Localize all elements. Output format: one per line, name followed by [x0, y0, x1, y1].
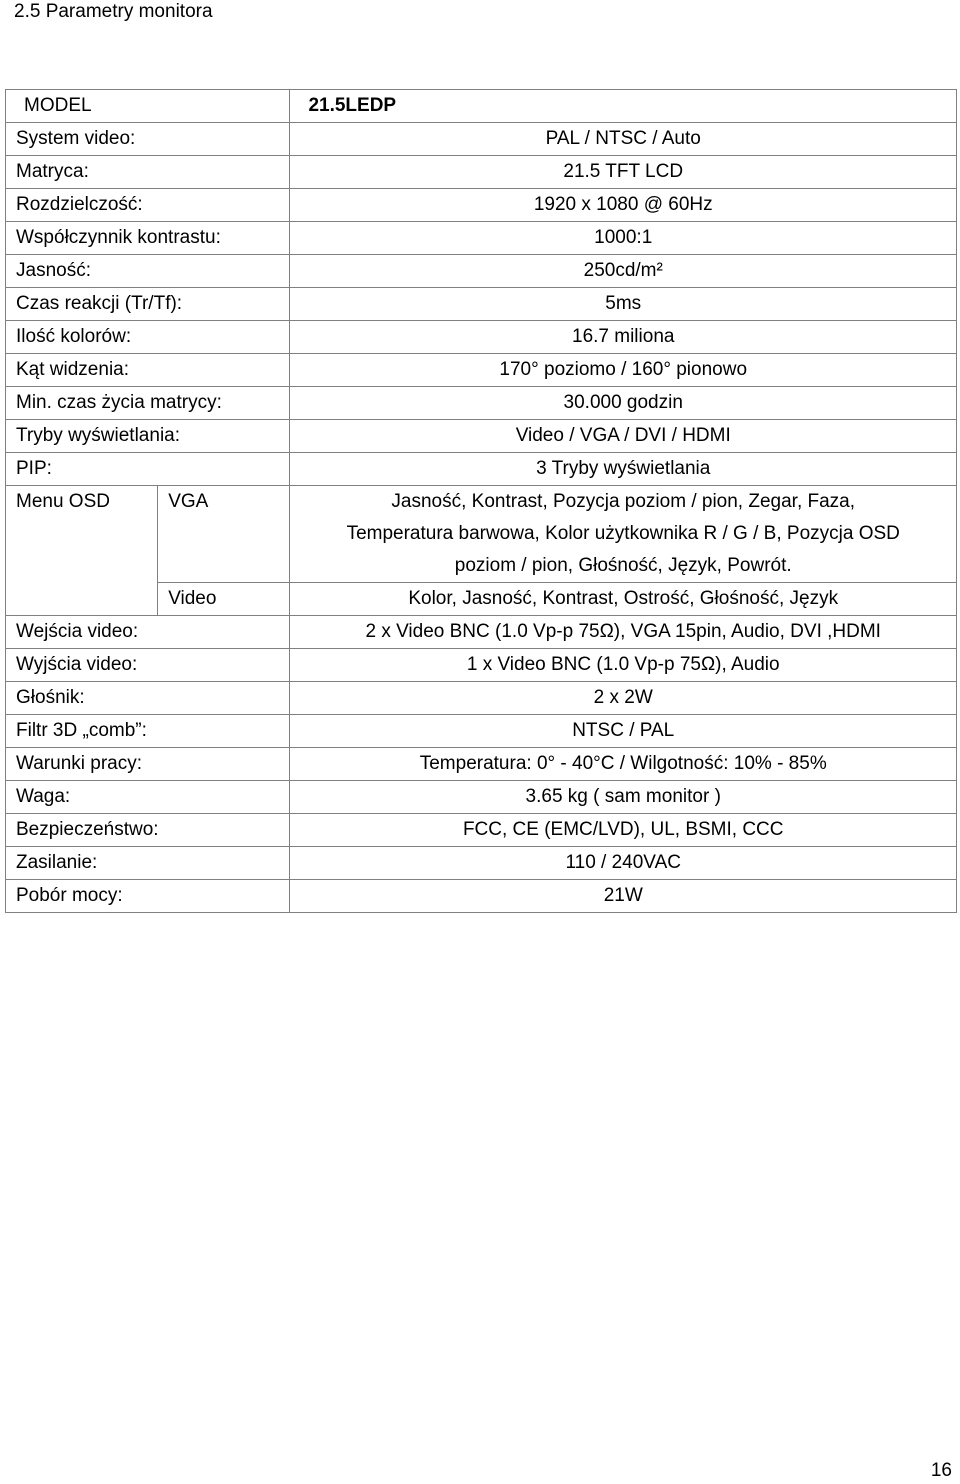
table-row: [6, 321, 957, 354]
osd-vga-line: poziom / pion, Głośność, Język, Powrót.: [454, 555, 792, 576]
table-row: [6, 649, 957, 682]
table-row: [6, 288, 957, 321]
spec-table: [5, 89, 957, 913]
spec-label: Waga:: [6, 781, 290, 814]
section-title: 2.5 Parametry monitora: [14, 1, 213, 22]
spec-value: 5ms: [290, 288, 957, 321]
spec-value: FCC, CE (EMC/LVD), UL, BSMI, CCC: [290, 814, 957, 847]
spec-label: Czas reakcji (Tr/Tf):: [6, 288, 290, 321]
table-row: [6, 453, 957, 486]
spec-label: Warunki pracy:: [6, 748, 290, 781]
table-row: [6, 847, 957, 880]
table-row: [6, 715, 957, 748]
spec-label: PIP:: [6, 453, 290, 486]
spec-value: 1920 x 1080 @ 60Hz: [290, 189, 957, 222]
model-value: 21.5LEDP: [290, 90, 957, 123]
spec-label: Pobór mocy:: [6, 880, 290, 913]
spec-value: 170° poziomo / 160° pionowo: [290, 354, 957, 387]
page-number: 16: [930, 1460, 952, 1481]
spec-label: Rozdzielczość:: [6, 189, 290, 222]
spec-label: Tryby wyświetlania:: [6, 420, 290, 453]
spec-label: Bezpieczeństwo:: [6, 814, 290, 847]
spec-value: 16.7 miliona: [290, 321, 957, 354]
spec-value: PAL / NTSC / Auto: [290, 123, 957, 156]
osd-vga-line: Jasność, Kontrast, Pozycja poziom / pion, Zegar, Faza,: [391, 491, 856, 512]
table-row: [6, 189, 957, 222]
model-label: MODEL: [6, 90, 290, 123]
spec-label: Min. czas życia matrycy:: [6, 387, 290, 420]
table-row: [6, 748, 957, 781]
table-row: [6, 123, 957, 156]
osd-video-value: Kolor, Jasność, Kontrast, Ostrość, Głośność, Język: [290, 583, 957, 616]
spec-value: NTSC / PAL: [290, 715, 957, 748]
table-row: [6, 880, 957, 913]
spec-value: Video / VGA / DVI / HDMI: [290, 420, 957, 453]
spec-value: 1000:1: [290, 222, 957, 255]
spec-value: 3 Tryby wyświetlania: [290, 453, 957, 486]
spec-label: Kąt widzenia:: [6, 354, 290, 387]
table-row: [6, 255, 957, 288]
spec-label: Głośnik:: [6, 682, 290, 715]
osd-vga-line: Temperatura barwowa, Kolor użytkownika R / G / B, Pozycja OSD: [346, 523, 900, 544]
table-row-model: [6, 90, 957, 123]
spec-value: 21.5 TFT LCD: [290, 156, 957, 189]
osd-video-label: Video: [158, 583, 290, 616]
table-row: [6, 222, 957, 255]
table-row: [6, 682, 957, 715]
spec-value: 3.65 kg ( sam monitor ): [290, 781, 957, 814]
spec-label: System video:: [6, 123, 290, 156]
osd-label: Menu OSD: [6, 486, 158, 616]
table-row: [6, 814, 957, 847]
spec-value: 2 x 2W: [290, 682, 957, 715]
table-row: [6, 387, 957, 420]
osd-vga-label: VGA: [158, 486, 290, 583]
spec-value: 250cd/m²: [290, 255, 957, 288]
spec-value: 1 x Video BNC (1.0 Vp-p 75Ω), Audio: [290, 649, 957, 682]
spec-label: Matryca:: [6, 156, 290, 189]
table-row-osd-vga: [6, 486, 957, 583]
spec-value: 21W: [290, 880, 957, 913]
spec-label: Zasilanie:: [6, 847, 290, 880]
spec-value: 30.000 godzin: [290, 387, 957, 420]
spec-label: Współczynnik kontrastu:: [6, 222, 290, 255]
spec-label: Wyjścia video:: [6, 649, 290, 682]
spec-label: Ilość kolorów:: [6, 321, 290, 354]
table-row: [6, 156, 957, 189]
spec-value: 2 x Video BNC (1.0 Vp-p 75Ω), VGA 15pin, Audio, DVI ,HDMI: [290, 616, 957, 649]
spec-label: Jasność:: [6, 255, 290, 288]
table-row: [6, 616, 957, 649]
spec-value: Temperatura: 0° - 40°C / Wilgotność: 10% - 85%: [290, 748, 957, 781]
spec-value: 110 / 240VAC: [290, 847, 957, 880]
osd-vga-value: [290, 486, 957, 583]
table-row: [6, 420, 957, 453]
table-row: [6, 354, 957, 387]
table-row: [6, 781, 957, 814]
spec-label: Wejścia video:: [6, 616, 290, 649]
spec-label: Filtr 3D „comb”:: [6, 715, 290, 748]
